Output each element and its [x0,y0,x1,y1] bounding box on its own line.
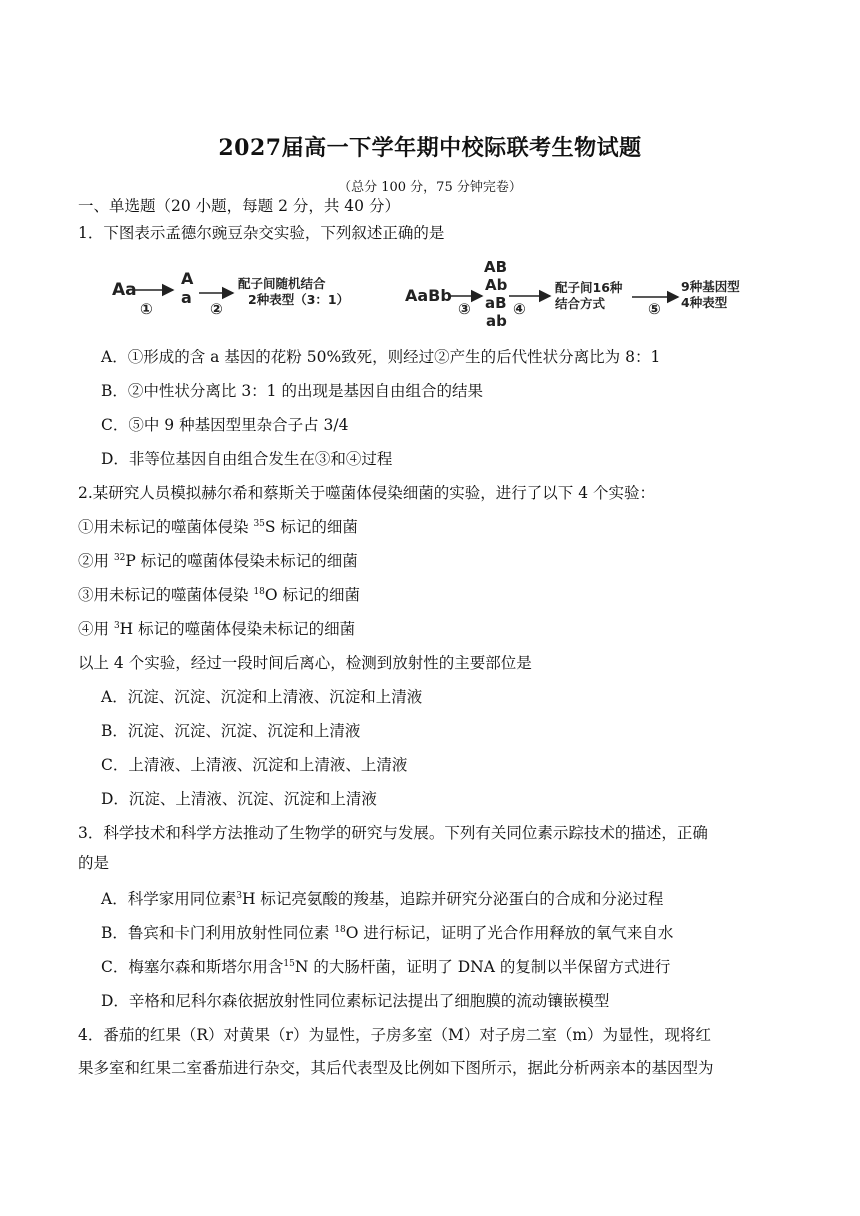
q1-right-mid-2: 结合方式 [555,296,606,311]
q1-gamete-Ab: Ab [485,276,508,294]
q2-experiment-2: ②用 $^{32}$P 标记的噬菌体侵染未标记的细菌 [78,552,358,570]
q3-option-b: B．鲁宾和卡门利用放射性同位素 $^{18}$O 进行标记，证明了光合作用释放的氧气来自水 [101,924,674,942]
q1-left-result-1: 配子间随机结合 [238,276,326,291]
q1-gamete-A: A [181,269,194,288]
q2-question: 以上 4 个实验，经过一段时间后离心，检测到放射性的主要部位是 [78,654,532,672]
q3-stem-line-2: 的是 [78,854,110,872]
q2-option-b: B．沉淀、沉淀、沉淀、沉淀和上清液 [101,722,361,740]
q1-stem: 1．下图表示孟德尔豌豆杂交实验，下列叙述正确的是 [78,224,445,242]
q4-stem-line-2: 果多室和红果二室番茄进行杂交，其后代表型及比例如下图所示，据此分析两亲本的基因型为 [78,1059,714,1077]
q1-right-result-2: 4种表型 [681,295,728,310]
q2-experiment-4: ④用 $^3$H 标记的噬菌体侵染未标记的细菌 [78,620,356,638]
q2-option-a: A．沉淀、沉淀、沉淀和上清液、沉淀和上清液 [101,688,423,706]
section-heading: 一、单选题（20 小题，每题 2 分，共 40 分） [78,197,400,215]
q2-stem: 2.某研究人员模拟赫尔希和蔡斯关于噬菌体侵染细菌的实验，进行了以下 4 个实验： [78,484,656,502]
q3-option-c: C．梅塞尔森和斯塔尔用含$^{15}$N 的大肠杆菌，证明了 DNA 的复制以半保留方式进行 [101,958,671,976]
q1-option-b: B．②中性状分离比 3：1 的出现是基因自由组合的结果 [101,382,483,400]
q3-option-a: A．科学家用同位素$^3$H 标记亮氨酸的羧基，追踪并研究分泌蛋白的合成和分泌过程 [101,890,664,908]
q1-right-result-1: 9种基因型 [681,279,740,294]
exam-subtitle: （总分 100 分，75 分钟完卷） [338,180,522,195]
q1-hybridization-diagram [100,255,770,335]
q1-gamete-a: a [181,288,192,307]
q4-stem-line-1: 4．番茄的红果（R）对黄果（r）为显性，子房多室（M）对子房二室（m）为显性，现将红 [78,1026,712,1044]
q1-step-5: ⑤ [648,300,661,318]
q1-step-1: ① [140,300,153,318]
q1-left-result-2: 2种表型（3：1） [248,292,350,307]
q2-experiment-1: ①用未标记的噬菌体侵染 $^{35}$S 标记的细菌 [78,518,358,536]
q1-right-mid-1: 配子间16种 [555,280,623,295]
q2-option-d: D．沉淀、上清液、沉淀、沉淀和上清液 [101,790,377,808]
q1-step-4: ④ [513,300,526,318]
q1-step-2: ② [210,300,223,318]
q1-option-a: A．①形成的含 a 基因的花粉 50%致死，则经过②产生的后代性状分离比为 8：1 [101,348,661,366]
q1-left-parent: Aa [112,280,137,300]
q3-stem-line-1: 3．科学技术和科学方法推动了生物学的研究与发展。下列有关同位素示踪技术的描述，正确 [78,824,708,842]
q1-gamete-AB: AB [484,258,508,276]
q3-option-d: D．辛格和尼科尔森依据放射性同位素标记法提出了细胞膜的流动镶嵌模型 [101,992,610,1010]
q1-step-3: ③ [458,300,471,318]
q1-right-parent: AaBb [405,286,452,305]
q2-option-c: C．上清液、上清液、沉淀和上清液、上清液 [101,756,408,774]
q1-option-d: D．非等位基因自由组合发生在③和④过程 [101,450,393,468]
q1-gamete-ab: ab [486,312,507,330]
q1-gamete-aB: aB [485,294,507,312]
q2-experiment-3: ③用未标记的噬菌体侵染 $^{18}$O 标记的细菌 [78,586,361,604]
q1-option-c: C．⑤中 9 种基因型里杂合子占 3/4 [101,416,349,434]
page-title: 2027届高一下学年期中校际联考生物试题 [218,135,642,161]
